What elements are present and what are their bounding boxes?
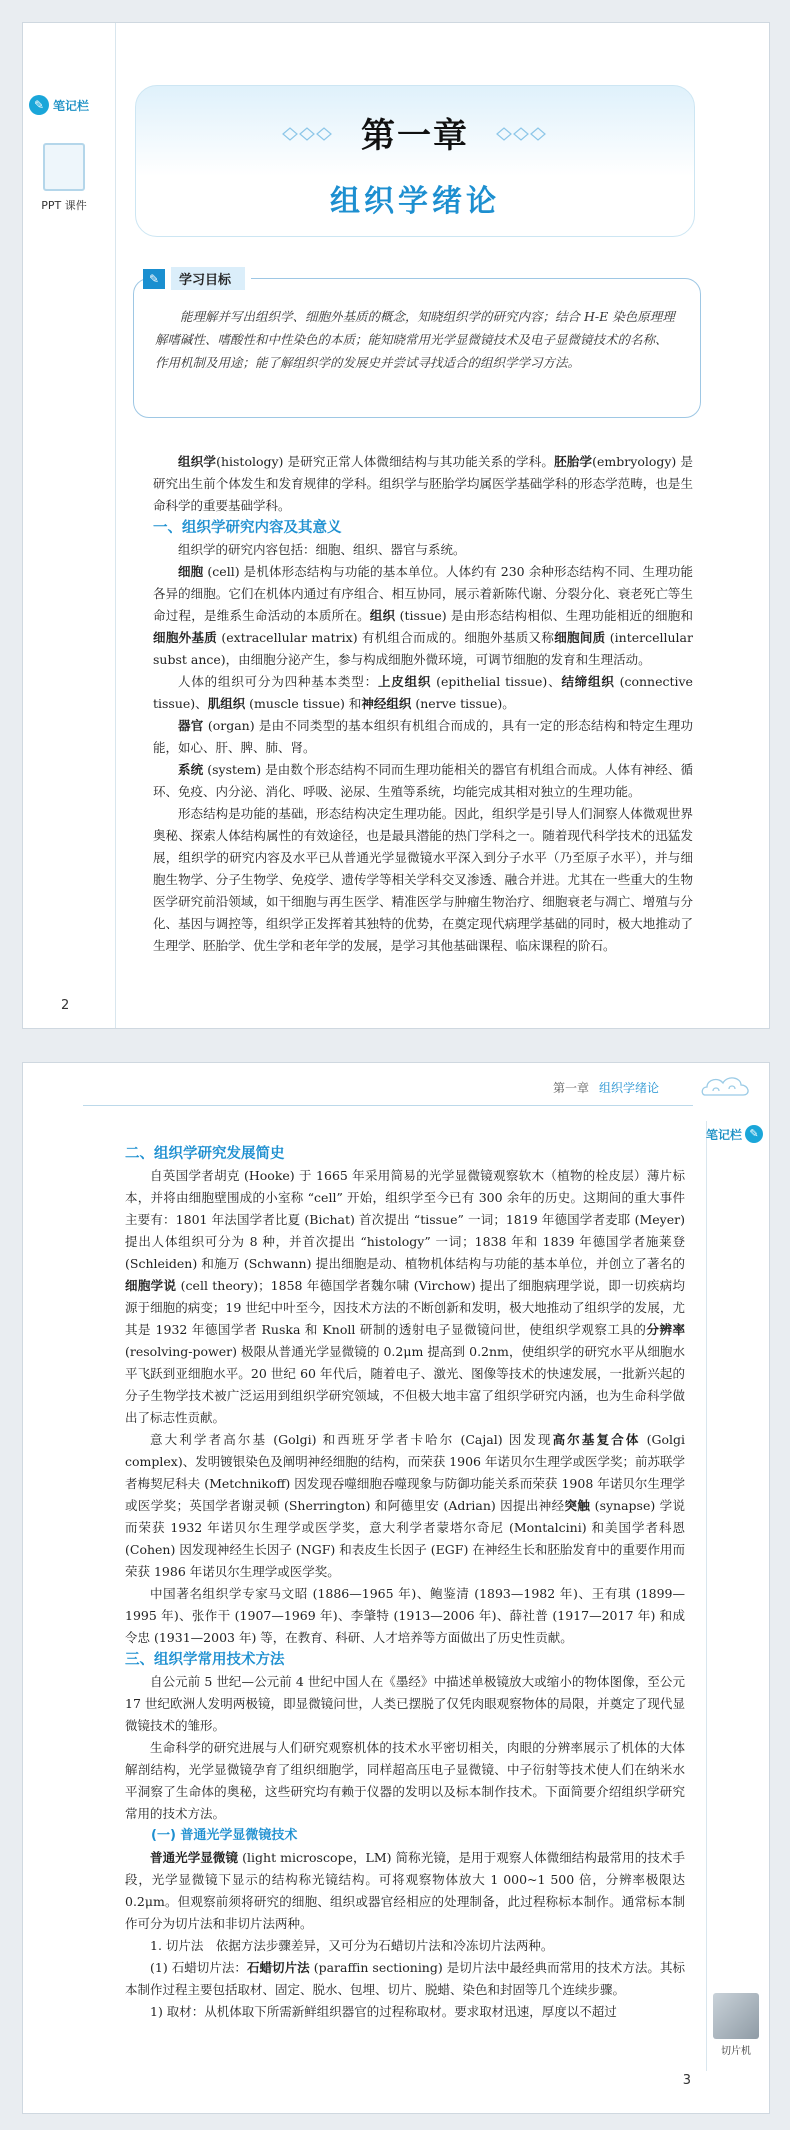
running-head-chapter: 第一章: [553, 1081, 590, 1095]
microtome-figure: [713, 1993, 759, 2055]
chapter-header: [135, 85, 695, 237]
section-heading: 三、组织学常用技术方法: [125, 1652, 285, 1668]
chapter-title: 组织学绪论: [330, 184, 500, 219]
paragraph: 细胞 (cell) 是机体形态结构与功能的基本单位。人体约有 230 余种形态结构不同、生理功能各异的细胞。它们在机体内通过有序组合、相互协同，展示着新陈代谢、分裂分化、衰老死亡等生命过程，是维系生命活动的本质所在。组织 (tissue) 是由形态结构相似、生理功能相近的细胞和细胞外基质 (extracellular matrix) 有机组合而成的。细胞外基质又称细胞间质 (intercellular subst ance)，由细胞分泌产生，参与构成细胞外微环境，可调节细胞的发育和生理活动。: [153, 564, 693, 667]
note-margin: [23, 23, 116, 1028]
page-body: [125, 1143, 685, 2023]
notebar-label: 笔记栏: [53, 98, 90, 113]
subsection-heading: (一) 普通光学显微镜技术: [151, 1828, 298, 1843]
microtome-caption: 切片机: [721, 2046, 751, 2057]
section-heading: 一、组织学研究内容及其意义: [153, 520, 342, 536]
page-number: 2: [61, 998, 70, 1013]
paragraph: (1) 石蜡切片法：石蜡切片法 (paraffin sectioning) 是切片法中最经典而常用的技术方法。其标本制作过程主要包括取材、固定、脱水、包埋、切片、脱蜡、染色和封固等几个连续步骤。: [125, 1960, 685, 1997]
pen-icon: ✎: [143, 269, 165, 289]
ppt-courseware[interactable]: [29, 143, 99, 217]
paragraph: 形态结构是功能的基础，形态结构决定生理功能。因此，组织学是引导人们洞察人体微观世界奥秘、探索人体结构属性的有效途径，也是最具潜能的热门学科之一。随着现代科学技术的迅猛发展，组织学的研究内容及水平已从普通光学显微镜水平深入到分子水平（乃至原子水平），并与细胞生物学、分子生物学、免疫学、遗传学等相关学科交叉渗透、融合并进。尤其在一些重大的生物医学研究前沿领域，如干细胞与再生医学、精准医学与肿瘤生物治疗、细胞衰老与凋亡、增殖与分化、基因与调控等，组织学正发挥着其独特的优势，在奠定现代病理学基础的同时，极大地推动了生理学、胚胎学、优生学和老年学的发展，是学习其他基础课程、临床课程的阶石。: [153, 806, 693, 953]
paragraph: 组织学(histology) 是研究正常人体微细结构与其功能关系的学科。胚胎学(embryology) 是研究出生前个体发生和发育规律的学科。组织学与胚胎学均属医学基础学科的形态学范畴，也是生命科学的重要基础学科。: [153, 454, 693, 513]
paragraph: 组织学的研究内容包括：细胞、组织、器官与系统。: [178, 542, 466, 557]
notebar: [706, 1125, 763, 1143]
running-head-title: 组织学绪论: [599, 1081, 660, 1095]
paragraph: 系统 (system) 是由数个形态结构不同而生理功能相关的器官有机组合而成。人体有神经、循环、免疫、内分泌、消化、呼吸、泌尿、生殖等系统，均能完成其相对独立的生理功能。: [153, 762, 693, 799]
learning-goals-label: 学习目标: [171, 267, 245, 290]
chapter-number: 第一章: [361, 116, 469, 156]
paragraph: 人体的组织可分为四种基本类型：上皮组织 (epithelial tissue)、结缔组织 (connective tissue)、肌组织 (muscle tissue) 和神经组织 (nerve tissue)。: [153, 674, 693, 711]
page-right: [22, 1062, 770, 2114]
paragraph: 1) 取材：从机体取下所需新鲜组织器官的过程称取材。要求取材迅速，厚度以不超过: [150, 2004, 617, 2019]
page-number: 3: [682, 2073, 691, 2088]
learning-goals-text: 能理解并写出组织学、细胞外基质的概念，知晓组织学的研究内容；结合 H-E 染色原理理解嗜碱性、嗜酸性和中性染色的本质；能知晓常用光学显微镜技术及电子显微镜技术的名称、作用机制及用途；能了解组织学的发展史并尝试寻找适合的组织学学习方法。: [155, 309, 675, 370]
paragraph: 自公元前 5 世纪—公元前 4 世纪中国人在《墨经》中描述单极镜放大或缩小的物体图像，至公元 17 世纪欧洲人发明两极镜，即显微镜问世，人类已摆脱了仅凭肉眼观察物体的局限，并奠定了现代显微镜技术的雏形。: [125, 1674, 685, 1733]
paragraph: 普通光学显微镜 (light microscope，LM) 简称光镜，是用于观察人体微细结构最常用的技术手段，光学显微镜下显示的结构称光镜结构。可将观察物体放大 1 000~1 500 倍，分辨率极限达 0.2μm。但观察前须将研究的细胞、组织或器官经相应的处理制备，此过程称标本制作。通常标本制作可分为切片法和非切片法两种。: [125, 1850, 685, 1931]
paragraph: 器官 (organ) 是由不同类型的基本组织有机组合而成的，具有一定的形态结构和特定生理功能，如心、肝、脾、肺、肾。: [153, 718, 693, 755]
paragraph: 意大利学者高尔基 (Golgi) 和西班牙学者卡哈尔 (Cajal) 因发现高尔基复合体 (Golgi complex)、发明镀银染色及阐明神经细胞的结构，而荣获 1906 年诺贝尔生理学或医学奖；前苏联学者梅契尼科夫 (Metchnikoff) 因发现吞噬细胞吞噬现象与防御功能关系而荣获 1908 年诺贝尔生理学或医学奖；英国学者谢灵顿 (Sherrington) 和阿德里安 (Adrian) 因提出神经突触 (synapse) 学说而荣获 1932 年诺贝尔生理学或医学奖，意大利学者蒙塔尔奇尼 (Montalcini) 和美国学者科恩 (Cohen) 因发现神经生长因子 (NGF) 和表皮生长因子 (EGF) 在神经生长和胚胎发育中的重要作用而荣获 1986 年诺贝尔生理学或医学奖。: [125, 1432, 685, 1579]
page-left: [22, 22, 770, 1029]
notebar: [29, 93, 99, 117]
running-head: [553, 1079, 659, 1096]
section-heading: 二、组织学研究发展简史: [125, 1146, 285, 1162]
slides-icon: [43, 143, 85, 191]
learning-goals-header: [143, 267, 251, 290]
cloud-ornament-icon: [699, 1071, 755, 1105]
paragraph: 生命科学的研究进展与人们研究观察机体的技术水平密切相关，肉眼的分辨率展示了机体的大体解剖结构，光学显微镜孕育了组织细胞学，同样超高压电子显微镜、中子衍射等技术使人们在纳米水平洞察了生命体的奥秘，这些研究均有赖于仪器的发明以及标本制作技术。下面简要介绍组织学研究常用的技术方法。: [125, 1740, 685, 1821]
note-margin: [706, 1121, 769, 2071]
pencil-icon: ✎: [29, 95, 49, 115]
header-rule: [83, 1105, 693, 1106]
paragraph: 1. 切片法 依据方法步骤差异，又可分为石蜡切片法和冷冻切片法两种。: [150, 1938, 554, 1953]
paragraph: 中国著名组织学专家马文昭 (1886—1965 年)、鲍鉴清 (1893—1982 年)、王有琪 (1899—1995 年)、张作干 (1907—1969 年)、李肇特 (1913—2006 年)、薛社普 (1917—2017 年) 和成令忠 (1931—2003 年) 等，在教育、科研、人才培养等方面做出了历史性贡献。: [125, 1586, 685, 1645]
ppt-label: PPT 课件: [41, 199, 87, 212]
pencil-icon: ✎: [745, 1125, 763, 1143]
page-body: [153, 451, 693, 957]
notebar-label: 笔记栏: [705, 1127, 742, 1142]
microtome-image: [713, 1993, 759, 2039]
paragraph: 自英国学者胡克 (Hooke) 于 1665 年采用简易的光学显微镜观察软木（植物的栓皮层）薄片标本，并将由细胞壁围成的小室称 “cell” 开始，组织学至今已有 300 余年的历史。这期间的重大事件主要有：1801 年法国学者比夏 (Bichat) 首次提出 “tissue” 一词；1819 年德国学者麦耶 (Meyer) 提出人体组织可分为 8 种，并首次提出 “histology” 一词；1838 年和 1839 年德国学者施莱登 (Schleiden) 和施万 (Schwann) 提出细胞是动、植物机体结构与功能的基本单位，并创立了著名的细胞学说 (cell theory)；1858 年德国学者魏尔啸 (Virchow) 提出了细胞病理学说，即一切疾病均源于细胞的病变；19 世纪中叶至今，因技术方法的不断创新和发明，极大地推动了组织学的发展，尤其是 1932 年德国学者 Ruska 和 Knoll 研制的透射电子显微镜问世，使组织学观察工具的分辨率 (resolving-power) 极限从普通光学显微镜的 0.2μm 提高到 0.2nm，使组织学的研究水平从细胞水平飞跃到亚细胞水平。20 世纪 60 年代后，随着电子、激光、图像等技术的快速发展，一批新兴起的分子生物学技术被广泛运用到组织学研究领域，不但极大地丰富了组织学研究内涵，也为生命科学做出了标志性贡献。: [125, 1168, 685, 1425]
